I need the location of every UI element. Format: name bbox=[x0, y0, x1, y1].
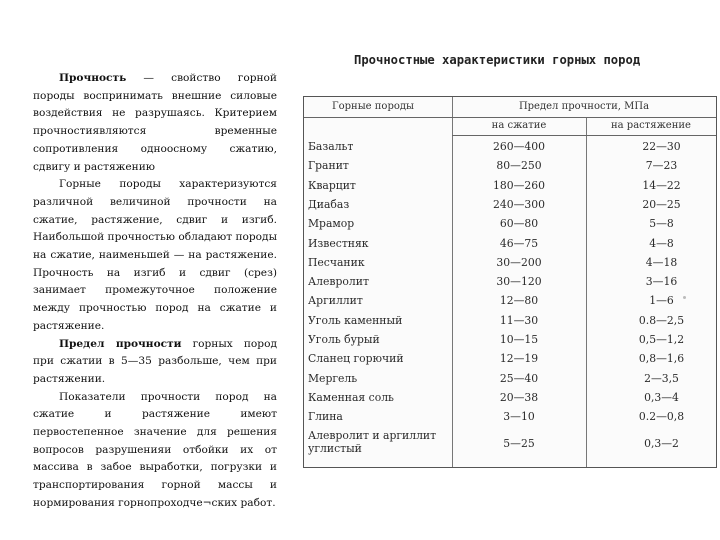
tension-value: 0,3—2 bbox=[644, 436, 679, 450]
table-row bbox=[304, 369, 716, 389]
tension-value: 7—23 bbox=[645, 159, 678, 173]
tension-value: 0.2—0,8 bbox=[638, 410, 685, 424]
rock-name: Алевролит и аргиллит углистый bbox=[308, 428, 437, 455]
rock-name: Гранит bbox=[308, 159, 349, 173]
compression-value: 30—120 bbox=[496, 275, 542, 289]
paragraph-strength-definition bbox=[33, 70, 277, 176]
rock-name: Уголь бурый bbox=[308, 333, 380, 346]
tension-value: 3—16 bbox=[645, 275, 678, 289]
tension-value: 14—22 bbox=[642, 178, 681, 192]
tension-value: 0,5—1,2 bbox=[638, 333, 685, 346]
compression-value: 46—75 bbox=[499, 236, 539, 250]
table-row bbox=[304, 176, 716, 196]
rock-name: Каменная соль bbox=[308, 390, 394, 404]
compression-value: 180—260 bbox=[492, 178, 545, 192]
strength-description bbox=[33, 70, 277, 513]
compression-value: 80—250 bbox=[496, 159, 542, 173]
paragraph-strength-limit bbox=[33, 336, 277, 389]
rock-name: Песчаник bbox=[308, 255, 365, 269]
rock-name: Диабаз bbox=[308, 197, 350, 211]
table-row bbox=[304, 427, 716, 461]
compression-value: 10—15 bbox=[499, 333, 539, 346]
table-row bbox=[304, 311, 716, 331]
compression-value: 25—40 bbox=[499, 371, 539, 385]
tension-value: 20—25 bbox=[642, 197, 681, 211]
tension-value: 0.8—2,5 bbox=[638, 313, 685, 327]
tension-value: 0,8—1,6 bbox=[638, 352, 685, 366]
table-row bbox=[304, 349, 716, 369]
tension-value: 5—8 bbox=[649, 217, 674, 231]
strength-limit-text: горных пород при сжатии в 5—35 разбольше, чем при растяжении. bbox=[33, 337, 277, 385]
rock-name: Мергель bbox=[308, 371, 358, 385]
rock-name: Мрамор bbox=[308, 217, 355, 231]
tension-value: 4—8 bbox=[649, 236, 674, 250]
compression-value: 5—25 bbox=[503, 436, 535, 450]
table-row bbox=[304, 137, 716, 157]
rock-name: Кварцит bbox=[308, 178, 356, 192]
table-row bbox=[304, 234, 716, 254]
table-header-row bbox=[304, 97, 716, 118]
compression-value: 240—300 bbox=[492, 197, 545, 211]
rock-name: Аргиллит bbox=[308, 294, 363, 308]
table-row bbox=[304, 156, 716, 176]
rock-name: Уголь каменный bbox=[308, 313, 403, 327]
term-strength: Прочность bbox=[59, 72, 127, 84]
header-strength-limit: Предел прочности, МПа bbox=[518, 101, 650, 112]
table-row bbox=[304, 330, 716, 350]
rock-name: Алевролит bbox=[308, 275, 369, 289]
scan-speck bbox=[683, 296, 686, 299]
table-row bbox=[304, 291, 716, 311]
rock-name: Глина bbox=[308, 410, 343, 424]
paragraph-strength-types: Горные породы характеризуются различной величиной прочности на сжатие, растяжение, сдвиг и изгиб. Наибольшой прочностью обладают породы на сжатие, наименьшей — на растяжение. Прочность на изгиб и сдвиг (срез) занимает промежуточное положение между прочностью пород на сжатие и растяжение. bbox=[33, 178, 277, 332]
tension-value: 22—30 bbox=[642, 140, 681, 153]
compression-value: 30—200 bbox=[496, 255, 542, 269]
table-row bbox=[304, 407, 716, 427]
rock-strength-table bbox=[303, 96, 717, 468]
table-row bbox=[304, 388, 716, 408]
table-subheader-row bbox=[452, 117, 716, 136]
rock-name: Известняк bbox=[308, 236, 369, 250]
compression-value: 12—19 bbox=[499, 352, 539, 366]
rock-name: Сланец горючий bbox=[308, 352, 404, 366]
compression-value: 12—80 bbox=[499, 294, 539, 308]
header-tension: на растяжение bbox=[611, 120, 691, 131]
compression-value: 3—10 bbox=[503, 410, 535, 424]
compression-value: 20—38 bbox=[499, 390, 539, 404]
strength-definition-text: — свойство горной породы воспринимать внешние силовые воздействия не разрушаясь. Критерием прочностиявляются временные сопротивления одноосному сжатию, сдвигу и растяжению bbox=[33, 72, 277, 173]
header-compression: на сжатие bbox=[491, 120, 547, 131]
compression-value: 260—400 bbox=[492, 140, 545, 153]
table-row bbox=[304, 253, 716, 273]
table-row bbox=[304, 214, 716, 234]
tension-value: 2—3,5 bbox=[644, 371, 679, 385]
header-rock: Горные породы bbox=[332, 101, 414, 112]
tension-value: 0,3—4 bbox=[644, 390, 679, 404]
paragraph-strength-importance: Показатели прочности пород на сжатие и растяжение имеют первостепенное значение для решения вопросов разрушенияи отбойки их от массива в забое выработки, погрузки и транспортирования горной массы и нормирования горнопроходче¬ских работ. bbox=[33, 390, 277, 509]
term-strength-limit: Предел прочности bbox=[59, 337, 182, 350]
compression-value: 11—30 bbox=[499, 313, 539, 327]
tension-value: 1—6 bbox=[649, 294, 674, 308]
table-row bbox=[304, 195, 716, 215]
tension-value: 4—18 bbox=[645, 255, 678, 269]
table-row bbox=[304, 272, 716, 292]
compression-value: 60—80 bbox=[499, 217, 539, 231]
rock-name: Базальт bbox=[308, 140, 354, 153]
table-title: Прочностные характеристики горных пород bbox=[354, 53, 641, 67]
